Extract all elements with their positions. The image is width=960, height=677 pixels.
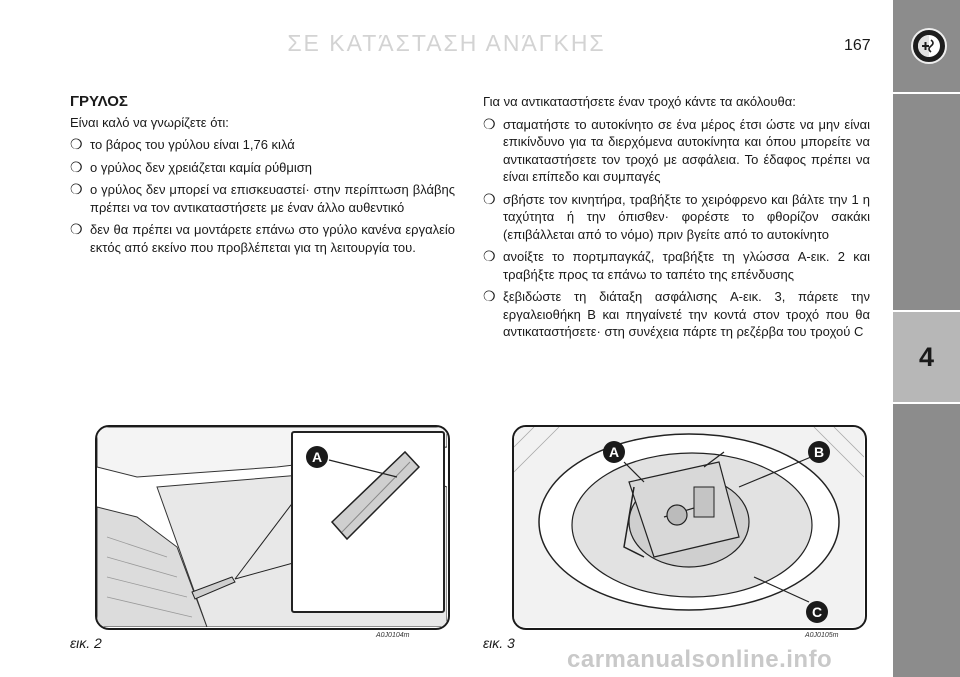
- chapter-number: 4: [918, 341, 935, 372]
- list-item: [483, 191, 870, 244]
- bullet-circle-icon: ❍: [483, 248, 496, 264]
- list-item-text: σβήστε τον κινητήρα, τραβήξτε το χειρόφρενο και βάλτε την 1 η ταχύτητα ή την όπισθεν· φορέστε το φθορίζον σακάκι (επιβάλλεται από το νόμο) πριν βγείτε από το αυτοκίνητο: [503, 191, 870, 242]
- callout-label: C: [811, 604, 823, 620]
- section-heading-jack: ΓΡΥΛΟΣ: [70, 93, 128, 110]
- callout-a-marker: [97, 427, 447, 627]
- list-item-text: το βάρος του γρύλου είναι 1,76 κιλά: [90, 137, 295, 152]
- figure-spare-wheel-well: [512, 425, 867, 630]
- list-item-text: ο γρύλος δεν χρειάζεται καμία ρύθμιση: [90, 159, 313, 175]
- list-item: [483, 116, 870, 186]
- callout-label: A: [311, 449, 323, 465]
- jack-bullet-list: [70, 136, 455, 256]
- bullet-circle-icon: ❍: [483, 115, 496, 132]
- list-item: [70, 136, 455, 154]
- page-number: 167: [844, 37, 871, 54]
- figure-2-caption: εικ. 2: [70, 635, 102, 651]
- callout-c-marker: [514, 427, 864, 627]
- callout-label: B: [813, 444, 825, 460]
- figure-trunk-floor-tab: [95, 425, 450, 630]
- list-item: [483, 288, 870, 341]
- list-item-text: ξεβιδώστε τη διάταξη ασφάλισης A-εικ. 3, πάρετε την εργαλειοθήκη B και πηγαίνετέ την κοντά στον τροχό που θα αντικαταστήσετε· στη συνέχεια πάρτε τη ρεζέρβα του τροχού C: [503, 289, 870, 339]
- wheel-change-bullet-list: [483, 116, 870, 341]
- bullet-circle-icon: ❍: [483, 190, 496, 207]
- list-item-text: ο γρύλος δεν μπορεί να επισκευαστεί· στην περίπτωση βλάβης πρέπει να τον αντικαταστήσετε με έναν άλλο αυθεντικό: [90, 182, 455, 215]
- figure-3-code: A0J0105m: [805, 632, 839, 639]
- list-item: [70, 181, 455, 216]
- list-item: [483, 248, 870, 283]
- right-column: [483, 93, 870, 346]
- figure-2-code: A0J0104m: [376, 632, 410, 639]
- wheel-change-intro: Για να αντικαταστήσετε έναν τροχό κάντε τα ακόλουθα:: [483, 94, 796, 109]
- list-item-text: δεν θα πρέπει να μοντάρετε επάνω στο γρύλο κανένα εργαλείο εκτός από εκείνο που προβλέπεται για τη λειτουργία του.: [90, 222, 455, 255]
- running-header-title: ΣΕ ΚΑΤΆΣΤΑΣΗ ΑΝΆΓΚΗΣ: [287, 30, 606, 56]
- list-item-text: ανοίξτε το πορτμπαγκάζ, τραβήξτε τη γλώσσα A-εικ. 2 και τραβήξτε προς τα επάνω το ταπέτο της επένδυσης: [503, 249, 870, 282]
- watermark: carmanualsonline.info: [567, 646, 833, 673]
- left-column: [70, 93, 455, 261]
- bullet-circle-icon: ❍: [70, 221, 83, 237]
- bullet-circle-icon: ❍: [483, 288, 496, 304]
- list-item: [70, 221, 455, 256]
- alfa-romeo-logo-icon: [911, 28, 947, 64]
- figure-3-caption: εικ. 3: [483, 635, 515, 651]
- bullet-circle-icon: ❍: [70, 158, 83, 175]
- bullet-circle-icon: ❍: [70, 136, 83, 152]
- list-item: [70, 159, 455, 177]
- list-item-text: σταματήστε το αυτοκίνητο σε ένα μέρος έτσι ώστε να μην είναι επικίνδυνο για τα διερχόμενα αυτοκίνητα και όπου μπορείτε να αντικαταστήσετε τον τροχό με ασφάλεια. Το έδαφος πρέπει να είναι επίπεδο και συμπαγές: [503, 116, 870, 184]
- chapter-tab: [893, 312, 960, 402]
- bullet-circle-icon: ❍: [70, 181, 83, 197]
- callout-label: A: [608, 444, 620, 460]
- jack-intro: Είναι καλό να γνωρίζετε ότι:: [70, 114, 229, 130]
